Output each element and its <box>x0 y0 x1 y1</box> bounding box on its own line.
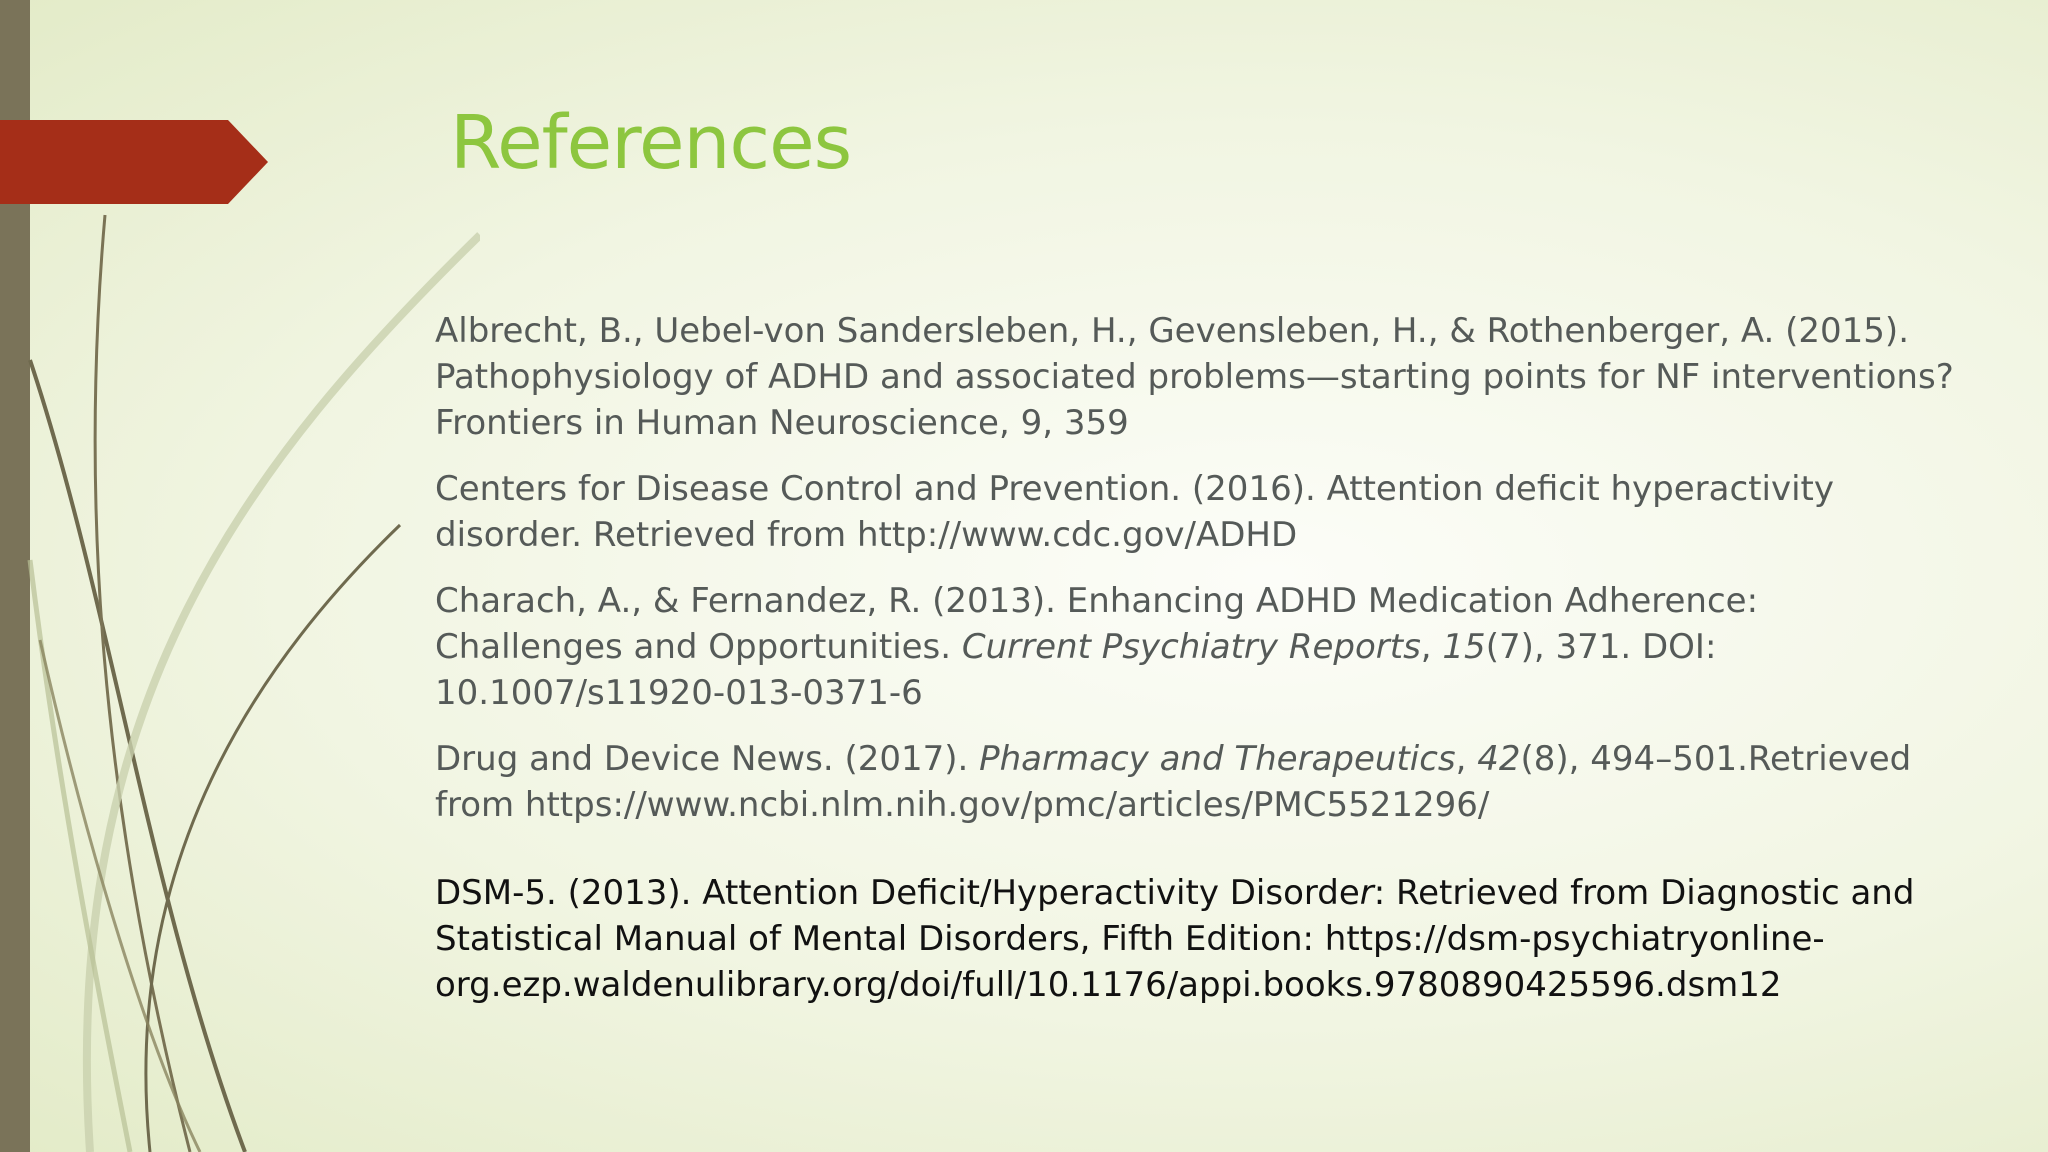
journal-title: Pharmacy and Therapeutics <box>979 739 1456 779</box>
journal-volume: 15 <box>1442 627 1486 667</box>
reference-item: Drug and Device News. (2017). Pharmacy and Therapeutics, 42(8), 494–501.Retrieved from https://www.ncbi.nlm.nih.gov/pmc/articles/PMC5521296/ <box>435 739 1912 825</box>
title-arrow-tab <box>0 120 268 204</box>
references-list <box>435 308 1955 1028</box>
slide-title: References <box>450 100 852 186</box>
reference-item: Centers for Disease Control and Prevention. (2016). Attention deficit hyperactivity disorder. Retrieved from http://www.cdc.gov/ADHD <box>435 469 1834 555</box>
reference-item: Albrecht, B., Uebel-von Sandersleben, H., Gevensleben, H., & Rothenberger, A. (2015). Pathophysiology of ADHD and associated problems—starting points for NF interventions? Frontiers in Human Neuroscience, 9, 359 <box>435 311 1954 443</box>
journal-volume: 42 <box>1477 739 1521 779</box>
reference-item: Charach, A., & Fernandez, R. (2013). Enhancing ADHD Medication Adherence: Challenges and Opportunities. Current Psychiatry Reports, 15(7), 371. DOI: 10.1007/s11920-013-0371-6 <box>435 581 1759 713</box>
reference-item: DSM-5. (2013). Attention Deficit/Hyperactivity Disorder: Retrieved from Diagnostic and Statistical Manual of Mental Disorders, Fifth Edition: https://dsm-psychiatryonline-org.ezp.waldenulibrary.org/doi/full/10.1176/appi.books.9780890425596.dsm12 <box>435 873 1915 1005</box>
journal-title: Current Psychiatry Reports <box>961 627 1421 667</box>
